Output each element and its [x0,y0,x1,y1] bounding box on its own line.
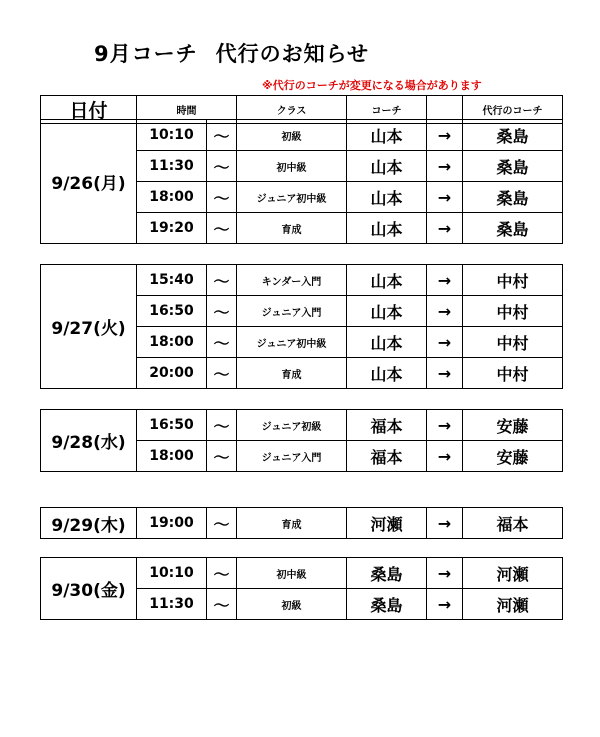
arrow-icon: → [427,213,463,244]
time-cell: 20:00 [137,358,207,389]
time-cell: 16:50 [137,410,207,441]
substitute-cell: 中村 [463,265,563,296]
substitute-cell: 安藤 [463,410,563,441]
table-row [41,558,563,589]
class-cell: 初中級 [237,151,347,182]
time-cell: 11:30 [137,589,207,620]
title-sub: 代行のお知らせ [215,42,369,66]
arrow-icon: → [427,558,463,589]
tilde-cell: ～ [207,558,237,589]
arrow-icon: → [427,182,463,213]
class-cell: 初級 [237,120,347,151]
coach-cell: 山本 [347,120,427,151]
table-row [41,265,563,296]
arrow-icon: → [427,441,463,472]
coach-cell: 福本 [347,441,427,472]
time-cell: 18:00 [137,441,207,472]
arrow-icon: → [427,410,463,441]
table-row [41,508,563,539]
time-cell: 11:30 [137,151,207,182]
class-cell: ジュニア初中級 [237,182,347,213]
time-cell: 18:00 [137,182,207,213]
tilde-cell: ～ [207,441,237,472]
date-cell: 9/28(水) [41,410,137,472]
tilde-cell: ～ [207,327,237,358]
arrow-icon: → [427,265,463,296]
header-coach: コーチ [347,96,427,124]
substitute-cell: 河瀬 [463,558,563,589]
date-cell: 9/27(火) [41,265,137,389]
time-cell: 10:10 [137,120,207,151]
class-cell: 育成 [237,358,347,389]
substitute-cell: 安藤 [463,441,563,472]
coach-cell: 山本 [347,358,427,389]
tilde-cell: ～ [207,296,237,327]
change-notice: ※代行のコーチが変更になる場合があります [262,79,482,92]
substitute-cell: 桑島 [463,120,563,151]
substitute-cell: 中村 [463,358,563,389]
header-substitute: 代行のコーチ [463,96,563,124]
header-time: 時間 [137,96,237,124]
class-cell: 育成 [237,508,347,539]
day-table [40,507,563,539]
tilde-cell: ～ [207,589,237,620]
header-date: 日付 [41,96,137,124]
arrow-icon: → [427,508,463,539]
coach-cell: 桑島 [347,589,427,620]
class-cell: ジュニア初中級 [237,327,347,358]
substitute-cell: 中村 [463,296,563,327]
tilde-cell: ～ [207,265,237,296]
coach-cell: 山本 [347,265,427,296]
coach-cell: 福本 [347,410,427,441]
coach-cell: 山本 [347,213,427,244]
day-table [40,119,563,244]
tilde-cell: ～ [207,508,237,539]
table-row [41,410,563,441]
date-cell: 9/30(金) [41,558,137,620]
day-table [40,409,563,472]
tilde-cell: ～ [207,358,237,389]
coach-cell: 山本 [347,182,427,213]
arrow-icon: → [427,327,463,358]
class-cell: ジュニア入門 [237,441,347,472]
time-cell: 19:00 [137,508,207,539]
tilde-cell: ～ [207,120,237,151]
table-row [41,120,563,151]
substitute-cell: 桑島 [463,151,563,182]
arrow-icon: → [427,120,463,151]
substitute-cell: 桑島 [463,213,563,244]
class-cell: 育成 [237,213,347,244]
header-class: クラス [237,96,347,124]
coach-cell: 河瀬 [347,508,427,539]
date-cell: 9/26(月) [41,120,137,244]
tilde-cell: ～ [207,213,237,244]
tilde-cell: ～ [207,410,237,441]
arrow-icon: → [427,296,463,327]
time-cell: 18:00 [137,327,207,358]
arrow-icon: → [427,589,463,620]
arrow-icon: → [427,358,463,389]
date-cell: 9/29(木) [41,508,137,539]
coach-cell: 桑島 [347,558,427,589]
coach-cell: 山本 [347,327,427,358]
coach-cell: 山本 [347,296,427,327]
title-month: 9月コーチ [94,42,198,66]
class-cell: 初中級 [237,558,347,589]
day-table [40,264,563,389]
class-cell: ジュニア入門 [237,296,347,327]
coach-cell: 山本 [347,151,427,182]
tilde-cell: ～ [207,151,237,182]
substitute-cell: 中村 [463,327,563,358]
tilde-cell: ～ [207,182,237,213]
page-title [94,38,369,68]
class-cell: ジュニア初級 [237,410,347,441]
class-cell: 初級 [237,589,347,620]
class-cell: キンダー入門 [237,265,347,296]
time-cell: 15:40 [137,265,207,296]
substitute-cell: 河瀬 [463,589,563,620]
time-cell: 10:10 [137,558,207,589]
arrow-icon: → [427,151,463,182]
substitute-cell: 桑島 [463,182,563,213]
day-table [40,557,563,620]
time-cell: 19:20 [137,213,207,244]
time-cell: 16:50 [137,296,207,327]
substitute-cell: 福本 [463,508,563,539]
